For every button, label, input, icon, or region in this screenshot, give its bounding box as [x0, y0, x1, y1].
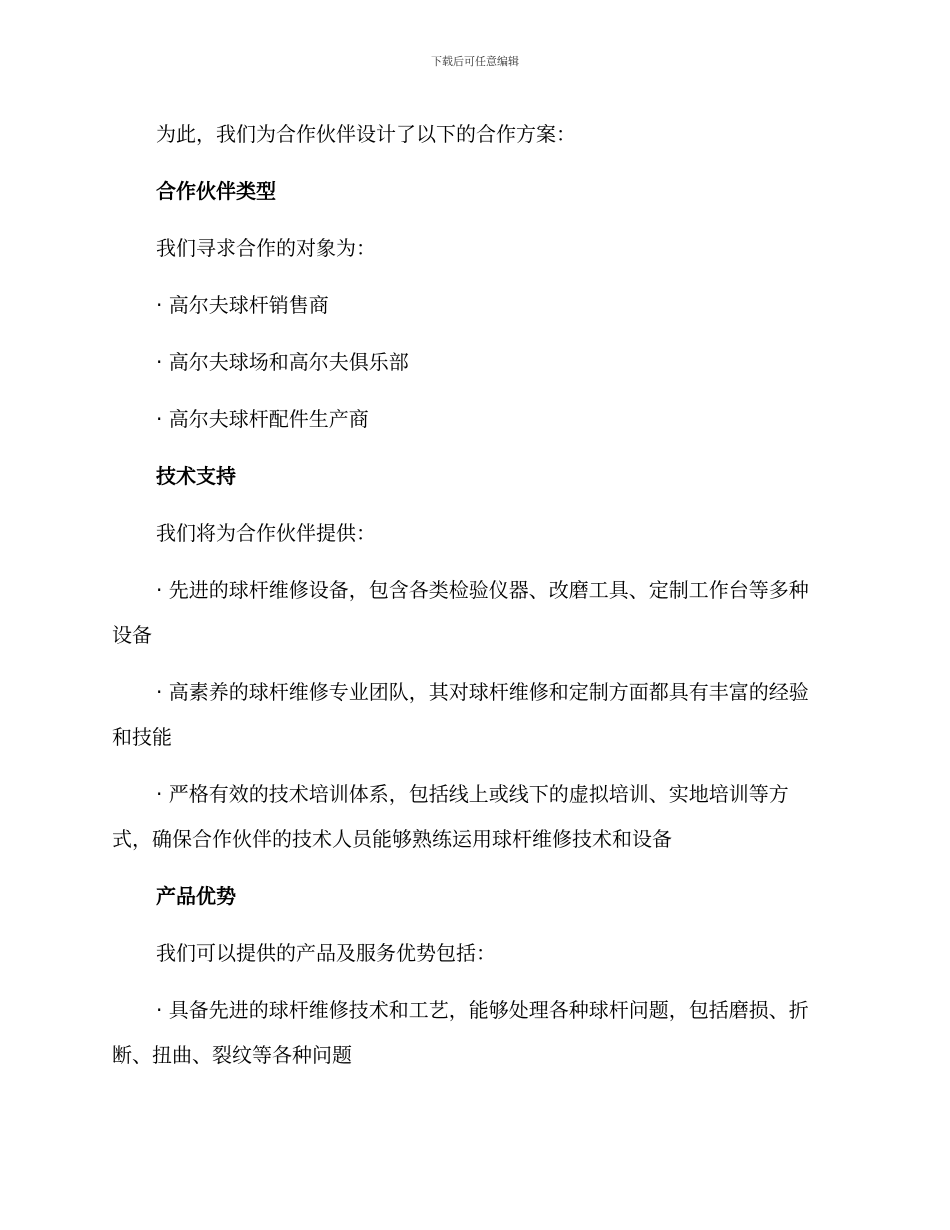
list-item: · 严格有效的技术培训体系，包括线上或线下的虚拟培训、实地培训等方式，确保合作伙伴的技术人员能够熟练运用球杆维修技术和设备	[112, 782, 789, 851]
list-item: · 具备先进的球杆维修技术和工艺，能够处理各种球杆问题，包括磨损、折断、扭曲、裂纹等各种问题	[112, 998, 809, 1067]
section-lead-partner-types: 我们寻求合作的对象为：	[156, 236, 376, 260]
section-heading-tech-support: 技术支持	[156, 464, 236, 488]
list-item: · 高尔夫球场和高尔夫俱乐部	[156, 350, 409, 374]
list-item: · 高尔夫球杆配件生产商	[156, 407, 369, 431]
section-heading-partner-types: 合作伙伴类型	[156, 179, 276, 203]
list-item: · 高素养的球杆维修专业团队，其对球杆维修和定制方面都具有丰富的经验和技能	[112, 680, 809, 749]
header-note: 下载后可任意编辑	[431, 55, 519, 68]
document-body	[112, 112, 826, 1090]
section-lead-product-advantages: 我们可以提供的产品及服务优势包括：	[156, 941, 496, 965]
list-item: · 先进的球杆维修设备，包含各类检验仪器、改磨工具、定制工作台等多种设备	[112, 578, 809, 647]
intro-paragraph: 为此，我们为合作伙伴设计了以下的合作方案：	[156, 122, 576, 146]
list-item: · 高尔夫球杆销售商	[156, 293, 329, 317]
section-lead-tech-support: 我们将为合作伙伴提供：	[156, 521, 376, 545]
section-heading-product-advantages: 产品优势	[156, 884, 236, 908]
